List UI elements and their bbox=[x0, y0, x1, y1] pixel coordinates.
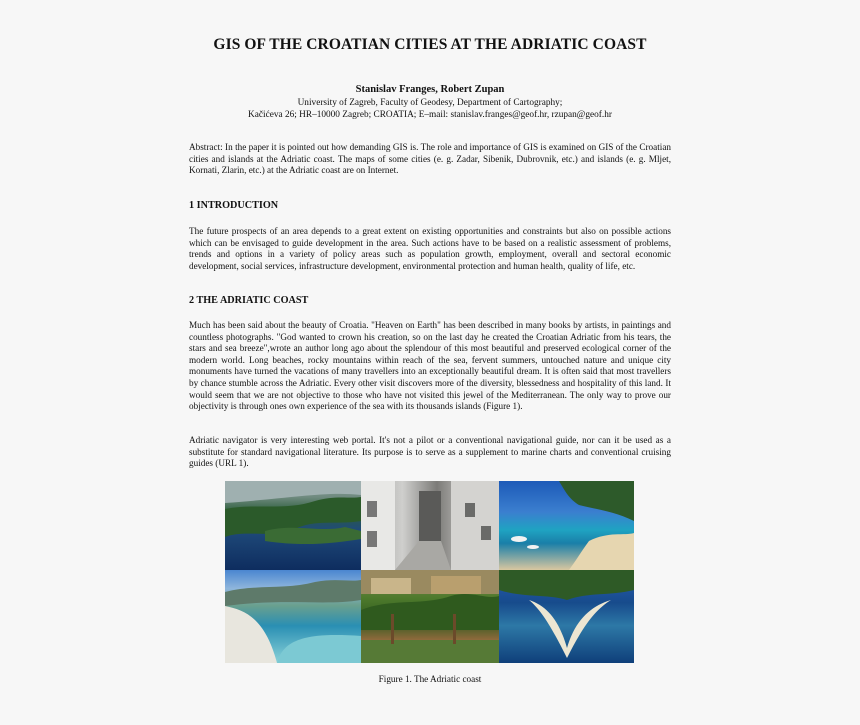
photo-golden-cape bbox=[499, 570, 634, 663]
photo-harbour-palms bbox=[361, 570, 499, 663]
figure-1-photo-collage bbox=[225, 481, 634, 663]
section-1-heading: 1 INTRODUCTION bbox=[189, 200, 279, 211]
photo-pebble-shore bbox=[225, 570, 361, 663]
paper-authors: Stanislav Franges, Robert Zupan bbox=[355, 84, 505, 95]
photo-old-town-street bbox=[361, 481, 499, 570]
affiliation-line-2: Kačićeva 26; HR–10000 Zagreb; CROATIA; E–mail: stanislav.franges@geof.hr, rzupan@geof.hr bbox=[248, 110, 612, 120]
section-1-text: The future prospects of an area depends to a great extent on existing opportunities and constraints but also on possible actions which can be envisaged to guide development in the area. Such actions have to be based on a realistic assessment of problems, trends and options in a variety of policy areas such as population growth, employment, overall and sectoral economic development, social services, infrastructure development, environmental protection and human health, quality of life, etc. bbox=[189, 226, 671, 271]
section-2-paragraph-1: Much has been said about the beauty of Croatia. "Heaven on Earth" has been described in many books by artists, in paintings and countless photographs. "God wanted to crown his creation, so on the last day he created the Croatian Adriatic from his tears, the stars and sea breeze",wrote an author long ago about the splendour of this most beautiful and preserved ecological corner of the modern world. Long beaches, rocky mountains within reach of the sea, fervent summers, untouched nature and unique city monuments have turned the vacations of many travellers into an exceptionally beautiful dream. It is often said that most travellers by chance stumble across the Adriatic. Every other visit discovers more of the diversity, blessedness and hospitality of this land. It would seem that we are not objective to those who have not visited this jewel of the Mediterranean. The only way to prove our objectivity is through ones own experience of the sea with its thousands islands (Figure 1). bbox=[189, 320, 671, 412]
abstract: Abstract: In the paper it is pointed out how demanding GIS is. The role and importance of GIS is examined on GIS of the Croatian cities and islands at the Adriatic coast. The maps of some cities (e. g. Zadar, Sibenik, Dubrovnik, etc.) and islands (e. g. Mljet, Kornati, Zlarin, etc.) at the Adriatic coast are on Internet. bbox=[189, 142, 671, 176]
figure-caption: Figure 1. The Adriatic coast bbox=[378, 674, 482, 684]
section-2-heading: 2 THE ADRIATIC COAST bbox=[189, 295, 309, 306]
paper-page bbox=[189, 0, 671, 725]
photo-beach-cove bbox=[499, 481, 634, 570]
section-2-paragraph-2: Adriatic navigator is very interesting web portal. It's not a pilot or a conventional navigational guide, nor can it be used as a substitute for standard navigational literature. Its purpose is to serve as a supplement to marine charts and conventional cruising guides (URL 1). bbox=[189, 435, 671, 469]
photo-island-coast bbox=[225, 481, 361, 570]
paper-title: GIS OF THE CROATIAN CITIES AT THE ADRIATIC COAST bbox=[213, 36, 647, 53]
affiliation-line-1: University of Zagreb, Faculty of Geodesy, Department of Cartography; bbox=[297, 98, 563, 108]
